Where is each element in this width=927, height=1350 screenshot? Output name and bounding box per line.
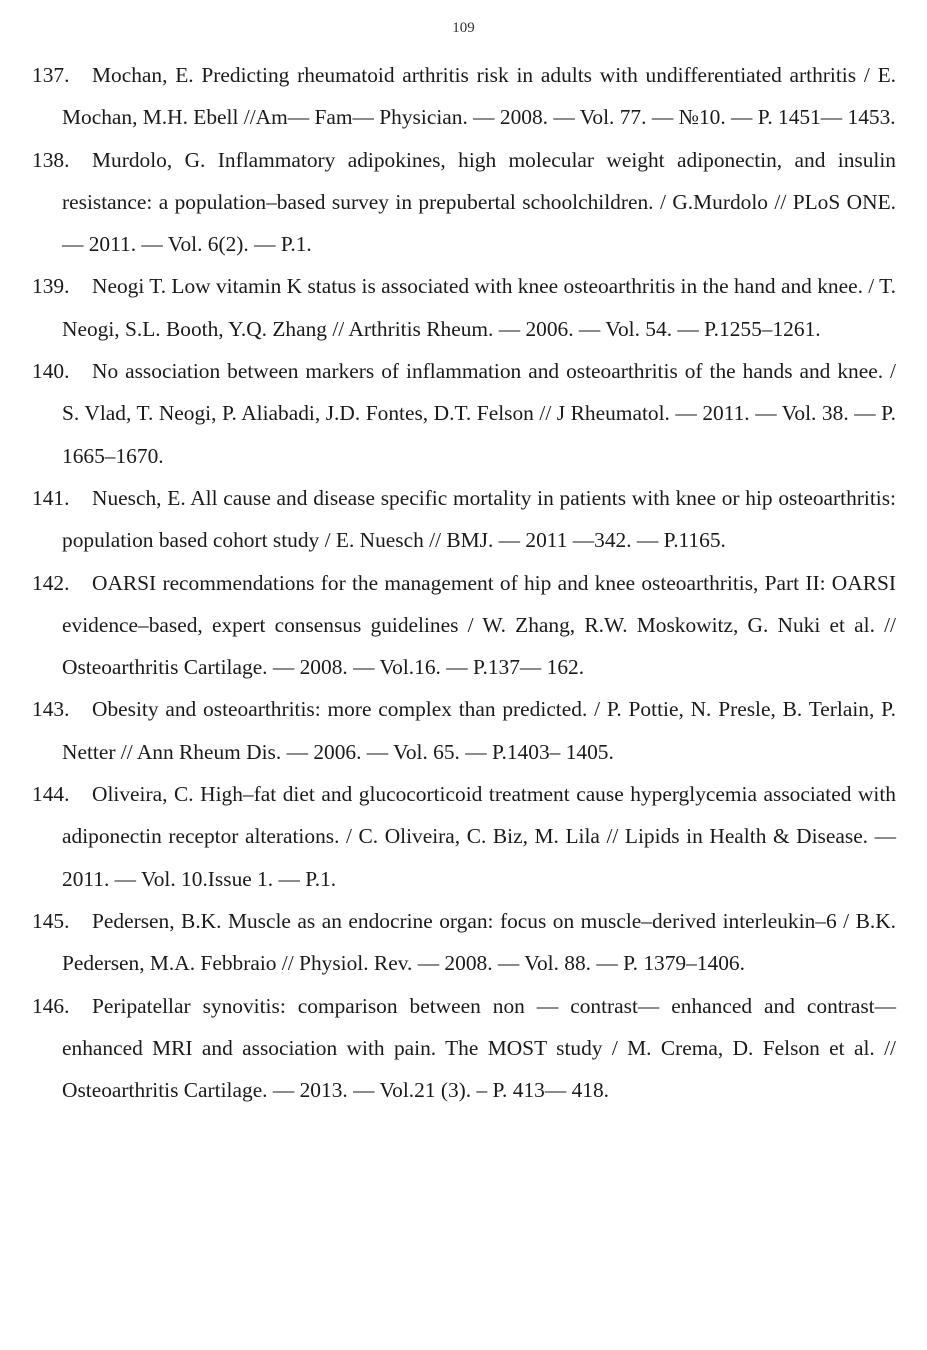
reference-number: 146.: [32, 993, 70, 1018]
reference-number: 145.: [32, 908, 70, 933]
reference-item: [32, 477, 896, 562]
reference-number: 143.: [32, 697, 70, 722]
reference-text: Mochan, E. Predicting rheumatoid arthritis risk in adults with undifferentiated arthritis / E. Mochan, M.H. Ebell //Am— Fam— Physician. — 2008. — Vol. 77. — №10. — P. 1451— 1453.: [62, 63, 896, 130]
reference-item: [32, 54, 896, 139]
reference-text: Oliveira, C. High–fat diet and glucocorticoid treatment cause hyperglycemia associated with adiponectin receptor alterations. / C. Oliveira, C. Biz, M. Lila // Lipids in Health & Disease. — 2011. — Vol. 10.Issue 1. — P.1.: [62, 782, 896, 891]
reference-text: OARSI recommendations for the management of hip and knee osteoarthritis, Part II: OARSI evidence–based, expert consensus guidelines / W. Zhang, R.W. Moskowitz, G. Nuki et al. // Osteoarthritis Cartilage. — 2008. — Vol.16. — P.137— 162.: [62, 570, 896, 680]
reference-number: 137.: [32, 63, 70, 87]
reference-text: No association between markers of inflammation and osteoarthritis of the hands and knee. / S. Vlad, T. Neogi, P. Aliabadi, J.D. Fontes, D.T. Felson // J Rheumatol. — 2011. — Vol. 38. — P. 1665–1670.: [62, 359, 896, 468]
reference-number: 144.: [32, 782, 70, 807]
reference-number: 140.: [32, 359, 70, 384]
reference-item: [32, 139, 896, 266]
reference-text: Pedersen, B.K. Muscle as an endocrine organ: focus on muscle–derived interleukin–6 / B.K. Pedersen, M.A. Febbraio // Physiol. Rev. — 2008. — Vol. 88. — P. 1379–1406.: [62, 908, 896, 976]
reference-text: Neogi T. Low vitamin K status is associated with knee osteoarthritis in the hand and knee. / T. Neogi, S.L. Booth, Y.Q. Zhang // Arthritis Rheum. — 2006. — Vol. 54. — P.1255–1261.: [62, 274, 896, 341]
reference-number: 139.: [32, 274, 70, 299]
reference-text: Peripatellar synovitis: comparison between non — contrast— enhanced and contrast— enhanced MRI and association with pain. The MOST study / M. Crema, D. Felson et al. // Osteoarthritis Cartilage. — 2013. — Vol.21 (3). – P. 413— 418.: [62, 993, 896, 1103]
reference-item: [32, 265, 896, 350]
reference-text: Obesity and osteoarthritis: more complex than predicted. / P. Pottie, N. Presle, B. Terlain, P. Netter // Ann Rheum Dis. — 2006. — Vol. 65. — P.1403– 1405.: [62, 697, 896, 764]
reference-number: 138.: [32, 147, 70, 172]
reference-text: Nuesch, E. All cause and disease specific mortality in patients with knee or hip osteoarthritis: population based cohort study / E. Nuesch // BMJ. — 2011 —342. — P.1165.: [62, 485, 896, 553]
reference-number: 142.: [32, 570, 70, 595]
reference-item: [32, 773, 896, 900]
reference-number: 141.: [32, 485, 70, 510]
reference-item: [32, 985, 896, 1112]
reference-text: Murdolo, G. Inflammatory adipokines, high molecular weight adiponectin, and insulin resistance: a population–based survey in prepubertal schoolchildren. / G.Murdolo // PLoS ONE. — 2011. — Vol. 6(2). — P.1.: [62, 147, 896, 257]
reference-item: [32, 562, 896, 689]
page-number: 109: [452, 20, 475, 36]
reference-item: [32, 688, 896, 773]
reference-list: [32, 54, 896, 1111]
reference-item: [32, 900, 896, 985]
reference-item: [32, 350, 896, 477]
